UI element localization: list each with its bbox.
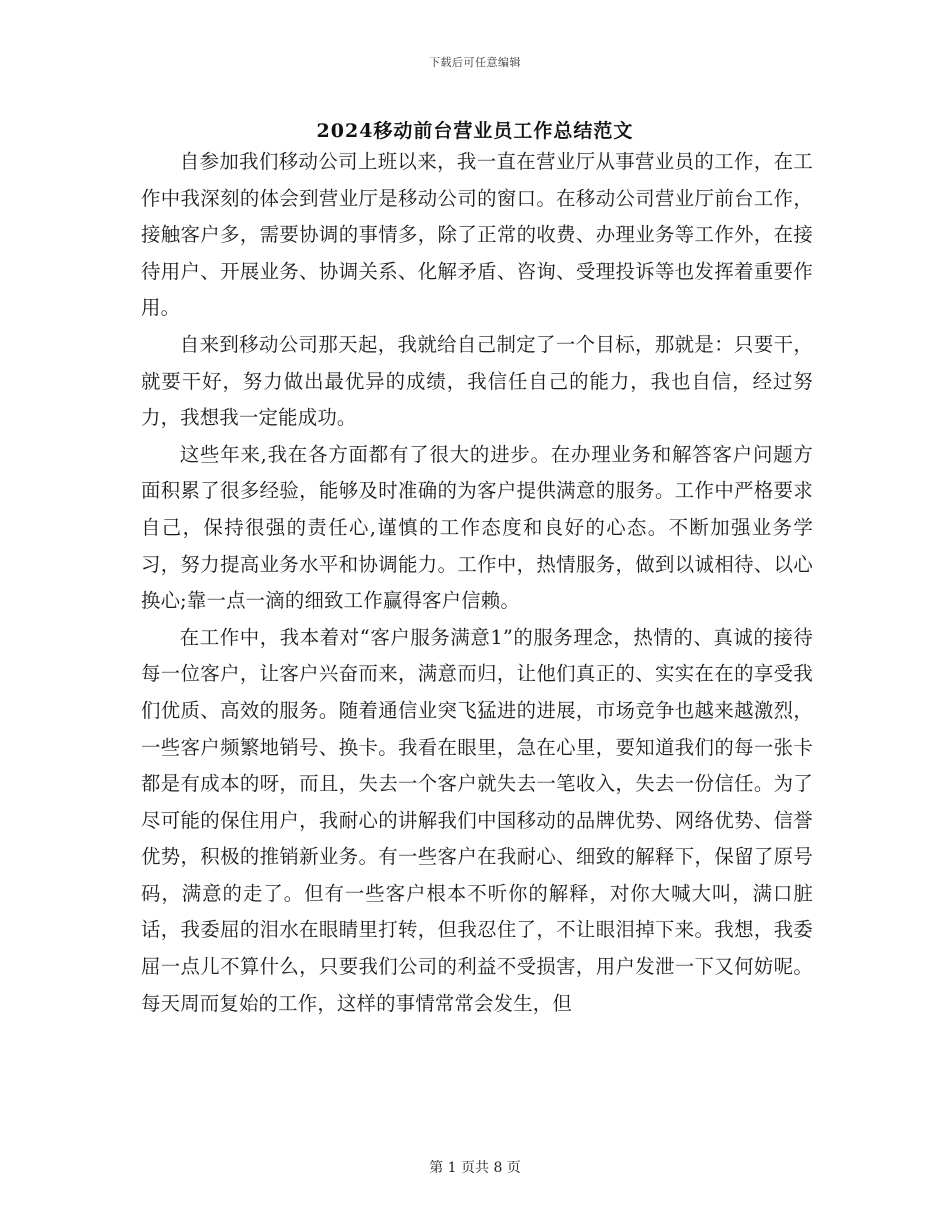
paragraph: 自参加我们移动公司上班以来，我一直在营业厅从事营业员的工作，在工作中我深刻的体会到营业厅是移动公司的窗口。在移动公司营业厅前台工作，接触客户多，需要协调的事情多，除了正常的收费、办理业务等工作外，在接待用户、开展业务、协调关系、化解矛盾、咨询、受理投诉等也发挥着重要作用。	[141, 150, 813, 320]
paragraph: 在工作中，我本着对“客户服务满意1”的服务理念，热情的、真诚的接待每一位客户，让客户兴奋而来，满意而归，让他们真正的、实实在在的享受我们优质、高效的服务。随着通信业突飞猛进的进展，市场竞争也越来越激烈，一些客户频繁地销号、换卡。我看在眼里，急在心里，要知道我们的每一张卡都是有成本的呀，而且，失去一个客户就失去一笔收入，失去一份信任。为了尽可能的保住用户，我耐心的讲解我们中国移动的品牌优势、网络优势、信誉优势，积极的推销新业务。有一些客户在我耐心、细致的解释下，保留了原号码，满意的走了。但有一些客户根本不听你的解释，对你大喊大叫，满口脏话，我委屈的泪水在眼睛里打转，但我忍住了，不让眼泪掉下来。我想，我委屈一点儿不算什么，只要我们公司的利益不受损害，用户发泄一下又何妨呢。每天周而复始的工作，这样的事情常常会发生，但	[141, 625, 813, 1015]
paragraph: 自来到移动公司那天起，我就给自己制定了一个目标，那就是：只要干，就要干好，努力做出最优异的成绩，我信任自己的能力，我也自信，经过努力，我想我一定能成功。	[141, 332, 813, 430]
paragraph: 这些年来,我在各方面都有了很大的进步。在办理业务和解答客户问题方面积累了很多经验，能够及时准确的为客户提供满意的服务。工作中严格要求自己，保持很强的责任心,谨慎的工作态度和良好的心态。不断加强业务学习，努力提高业务水平和协调能力。工作中，热情服务，做到以诚相待、以心换心;靠一点一滴的细致工作赢得客户信赖。	[141, 442, 813, 613]
page-number: 第 1 页共 8 页	[429, 1160, 521, 1176]
document-title: 2024移动前台营业员工作总结范文	[316, 120, 634, 142]
document-body	[141, 144, 813, 1022]
header-note: 下载后可任意编辑	[429, 56, 521, 69]
